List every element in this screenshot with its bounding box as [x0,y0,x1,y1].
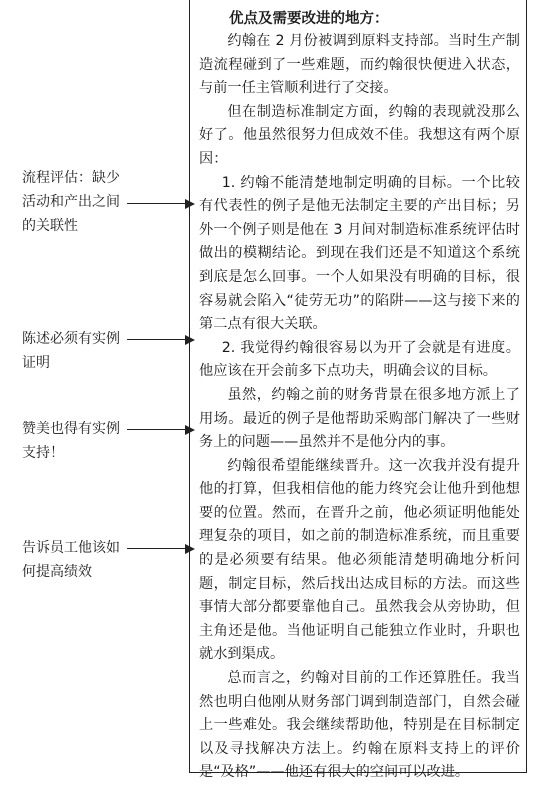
evaluation-text-box [189,0,527,781]
annotation-line: 何提高绩效 [22,564,92,580]
annotation-examples-required [22,327,167,375]
annotation-line: 陈述必须有实例 [22,331,120,347]
annotation-line: 流程评估：缺少 [22,170,120,186]
annotation-line: 活动和产出之间 [22,194,120,210]
annotation-improve-performance [22,536,167,584]
section-title: 优点及需要改进的地方： [229,11,389,27]
annotation-line: 支持！ [22,445,64,461]
annotation-line: 告诉员工他该如 [22,540,120,556]
paragraph: 约翰很希望能继续晋升。这一次我并没有提升他的打算，但我相信他的能力终究会让他升到他想要的位置。然而，在晋升之前，他必须证明他能处理复杂的项目，如之前的制造标准系统，而且重要的是必须要有结果。他必须能清楚明确地分析问题，制定目标，然后找出达成目标的方法。而这些事情大部分都要靠他自己。虽然我会从旁协助，但主角还是他。当他证明自己能独立作业时，升职也就水到渠成。 [199,457,520,663]
paragraph: 约翰在 2 月份被调到原料支持部。当时生产制造流程碰到了一些难题，而约翰很快便进入状态，与前一任主管顺利进行了交接。 [199,33,520,97]
arrow-icon [127,339,193,340]
arrow-icon [127,548,193,549]
arrow-icon [127,203,193,204]
annotation-line: 证明 [22,355,50,371]
paragraph: 但在制造标准制定方面，约翰的表现就没那么好了。他虽然很努力但成效不佳。我想这有两个原因： [199,103,520,167]
annotation-process-evaluation [22,166,167,238]
annotation-line: 的关联性 [22,218,78,234]
numbered-point: 1. 约翰不能清楚地制定明确的目标。一个比较有代表性的例子是他无法制定主要的产出目标；另外一个例子则是他在 3 月间对制造标准系统评估时做出的模糊结论。到现在我们还是不知道这个系统到底是怎么回事。一个人如果没有明确的目标，很容易就会陷入“徒劳无功”的陷阱——这与接下来的第二点有很大关联。 [199,174,520,333]
arrow-icon [127,429,193,430]
numbered-point: 2. 我觉得约翰很容易以为开了会就是有进度。他应该在开会前多下点功夫，明确会议的目标。 [199,339,520,380]
annotation-praise-examples [22,417,167,465]
paragraph: 虽然，约翰之前的财务背景在很多地方派上了用场。最近的例子是他帮助采购部门解决了一些财务上的问题——虽然并不是他分内的事。 [199,386,520,451]
paragraph: 总而言之，约翰对目前的工作还算胜任。我当然也明白他刚从财务部门调到制造部门，自然会碰上一些难处。我会继续帮助他，特别是在目标制定以及寻找解决方法上。约翰在原料支持上的评价是“及格”——他还有很大的空间可以改进。 [199,670,520,781]
annotation-line: 赞美也得有实例 [22,421,120,437]
